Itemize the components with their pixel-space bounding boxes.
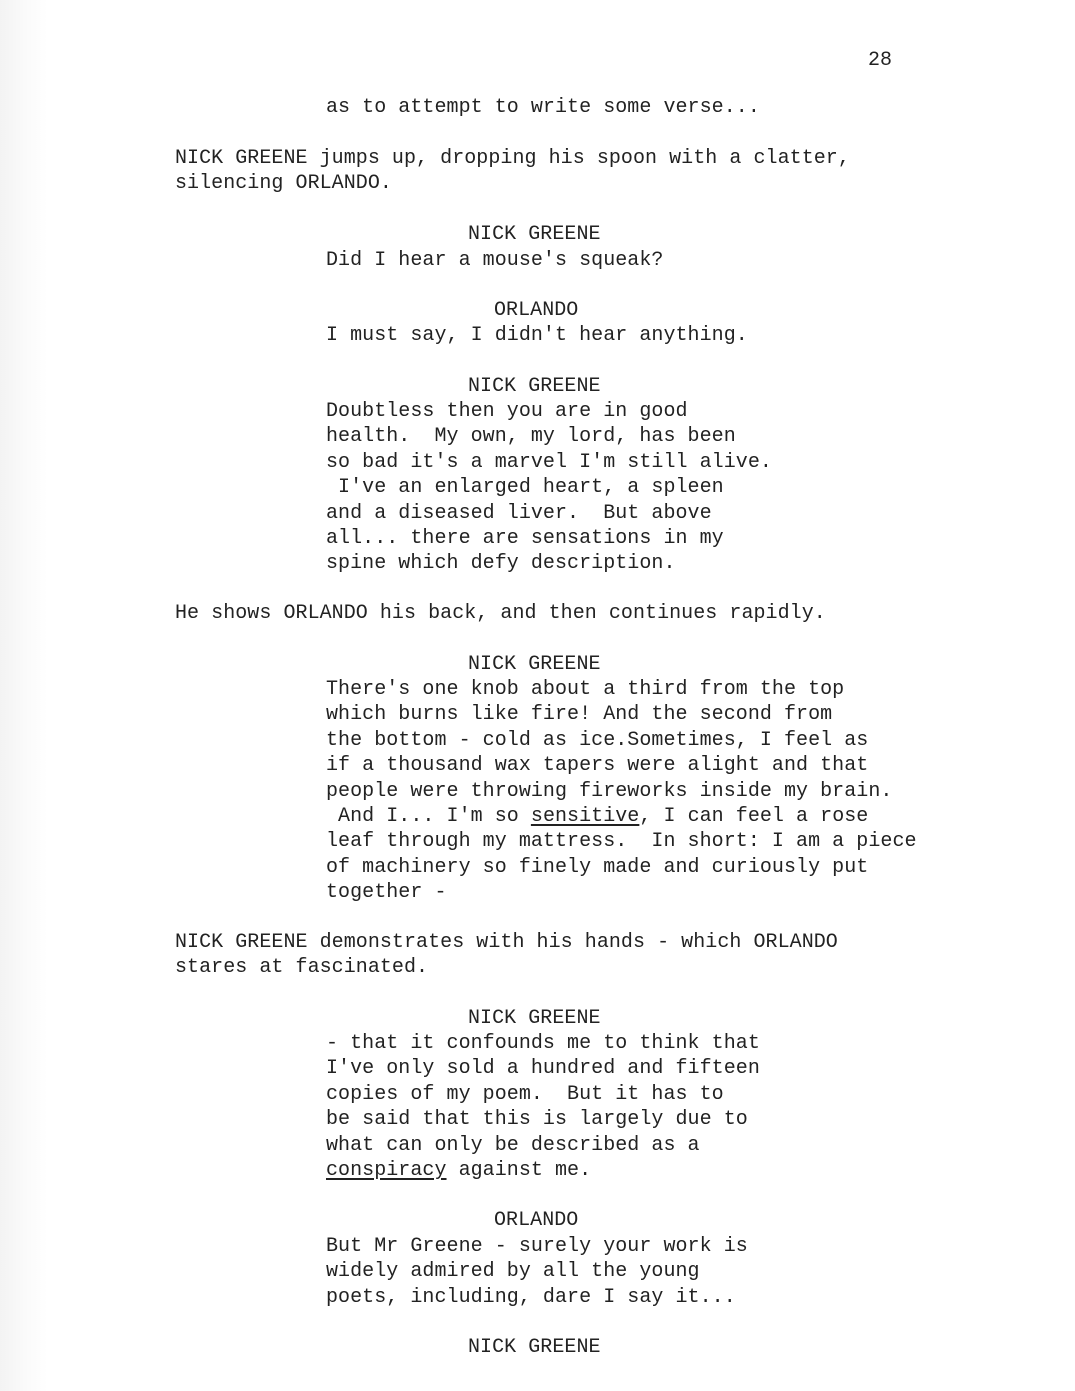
text-line: what can only be described as a bbox=[326, 1133, 700, 1157]
text-line: And I... I'm so sensitive, I can feel a rose bbox=[326, 805, 869, 829]
text-line: people were throwing fireworks inside my brain. bbox=[326, 779, 893, 803]
character-cue-1: NICK GREENE bbox=[468, 223, 601, 246]
text-line: and a diseased liver. But above bbox=[326, 501, 712, 525]
text-line: be said that this is largely due to bbox=[326, 1108, 748, 1132]
character-cue-3: NICK GREENE bbox=[468, 375, 601, 398]
underlined-text: conspiracy bbox=[326, 1159, 447, 1183]
text-line: all... there are sensations in my bbox=[326, 527, 724, 551]
text-line: But Mr Greene - surely your work is bbox=[326, 1235, 748, 1258]
text-line: Doubtless then you are in good bbox=[326, 400, 688, 423]
dialogue-1 bbox=[326, 248, 663, 273]
text-line: I've only sold a hundred and fifteen bbox=[326, 1057, 760, 1081]
text-line: the bottom - cold as ice.Sometimes, I feel as bbox=[326, 728, 869, 752]
action-line-1 bbox=[175, 146, 850, 197]
dialogue-2 bbox=[326, 323, 748, 348]
text-line: I must say, I didn't hear anything. bbox=[326, 324, 748, 347]
dialogue-5 bbox=[326, 1031, 760, 1183]
text-line: spine which defy description. bbox=[326, 552, 676, 576]
text-line: of machinery so finely made and curiously put bbox=[326, 855, 869, 879]
text-line: I've an enlarged heart, a spleen bbox=[326, 476, 724, 500]
text-line: stares at fascinated. bbox=[175, 956, 429, 980]
text-line: leaf through my mattress. In short: I am a piece bbox=[326, 830, 917, 854]
text-line: so bad it's a marvel I'm still alive. bbox=[326, 450, 772, 474]
text-line: - that it confounds me to think that bbox=[326, 1032, 760, 1055]
text-line: if a thousand wax tapers were alight and that bbox=[326, 754, 869, 778]
character-cue-4: NICK GREENE bbox=[468, 653, 601, 676]
text-line: conspiracy against me. bbox=[326, 1159, 592, 1183]
action-line-3 bbox=[175, 930, 838, 981]
page-edge-shadow bbox=[0, 0, 48, 1391]
page-number: 28 bbox=[868, 49, 893, 72]
text-line: which burns like fire! And the second from bbox=[326, 703, 833, 727]
character-cue-7: NICK GREENE bbox=[468, 1336, 601, 1359]
underlined-text: sensitive bbox=[530, 805, 640, 829]
text-line: poets, including, dare I say it... bbox=[326, 1285, 736, 1309]
text-line: He shows ORLANDO his back, and then continues rapidly. bbox=[175, 602, 826, 625]
text-line: together - bbox=[326, 881, 447, 905]
text-line: silencing ORLANDO. bbox=[175, 172, 392, 196]
character-cue-5: NICK GREENE bbox=[468, 1007, 601, 1030]
action-line-2 bbox=[175, 601, 826, 626]
text-line: as to attempt to write some verse... bbox=[326, 96, 760, 119]
dialogue-continuation bbox=[326, 95, 760, 120]
text-line: copies of my poem. But it has to bbox=[326, 1082, 724, 1106]
dialogue-6 bbox=[326, 1234, 748, 1310]
character-cue-2: ORLANDO bbox=[494, 299, 579, 322]
text-line: health. My own, my lord, has been bbox=[326, 425, 736, 449]
text-line: NICK GREENE jumps up, dropping his spoon with a clatter, bbox=[175, 147, 850, 170]
text-line: Did I hear a mouse's squeak? bbox=[326, 249, 664, 272]
text-line: widely admired by all the young bbox=[326, 1260, 700, 1284]
text-line: There's one knob about a third from the top bbox=[326, 678, 845, 701]
text-line: NICK GREENE demonstrates with his hands - which ORLANDO bbox=[175, 931, 838, 954]
dialogue-3 bbox=[326, 399, 772, 577]
dialogue-4 bbox=[326, 677, 917, 906]
character-cue-6: ORLANDO bbox=[494, 1209, 579, 1232]
